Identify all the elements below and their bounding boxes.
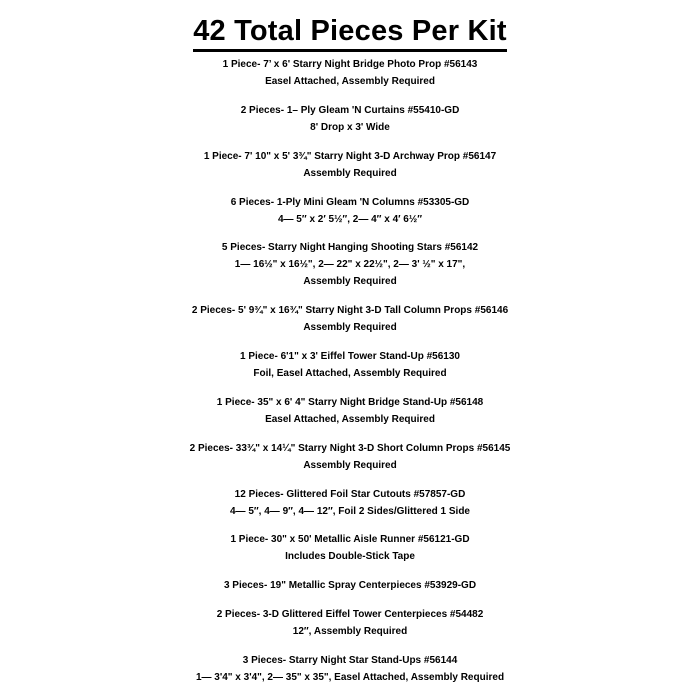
kit-item-heading: 2 Pieces- 1– Ply Gleam 'N Curtains #55410-GD	[240, 104, 460, 116]
kit-item	[0, 302, 700, 336]
page-title: 42 Total Pieces Per Kit	[193, 14, 507, 52]
kit-item-detail: Foil, Easel Attached, Assembly Required	[253, 368, 447, 380]
kit-item	[0, 486, 700, 520]
kit-item	[0, 348, 700, 382]
kit-item-heading: 2 Pieces- 33¾" x 14¼" Starry Night 3-D Short Column Props #56145	[189, 442, 511, 454]
kit-item-heading: 5 Pieces- Starry Night Hanging Shooting Stars #56142	[221, 242, 479, 254]
kit-item	[0, 531, 700, 565]
kit-item	[0, 56, 700, 90]
kit-item-detail: 8' Drop x 3' Wide	[310, 121, 390, 133]
kit-item	[0, 194, 700, 228]
kit-item-detail: Includes Double-Stick Tape	[285, 551, 415, 563]
kit-item-list	[0, 56, 700, 700]
kit-item-heading: 12 Pieces- Glittered Foil Star Cutouts #57857-GD	[234, 488, 466, 500]
kit-item	[0, 652, 700, 686]
kit-item-detail: Easel Attached, Assembly Required	[265, 76, 435, 87]
kit-item-heading: 1 Piece- 30" x 50' Metallic Aisle Runner #56121-GD	[230, 534, 470, 546]
kit-item-heading: 2 Pieces- 3-D Glittered Eiffel Tower Centerpieces #54482	[216, 609, 484, 621]
kit-item	[0, 606, 700, 640]
kit-item-detail: 1— 16½" x 16½", 2— 22" x 22½", 2— 3' ½" x 17",	[234, 259, 466, 271]
kit-item-heading: 1 Piece- 7’ x 6' Starry Night Bridge Photo Prop #56143	[222, 59, 478, 70]
kit-item	[0, 577, 700, 594]
kit-item	[0, 102, 700, 136]
kit-item-detail: 12″, Assembly Required	[292, 626, 408, 638]
kit-item-detail: Assembly Required	[303, 322, 397, 334]
kit-item-detail: Assembly Required	[303, 167, 397, 179]
kit-item-detail: 4— 5″, 4— 9″, 4— 12″, Foil 2 Sides/Glittered 1 Side	[229, 505, 470, 517]
kit-item-heading: 1 Piece- 35" x 6' 4" Starry Night Bridge Stand-Up #56148	[216, 396, 484, 408]
kit-item-detail: Assembly Required	[303, 459, 397, 471]
kit-item-detail: 4— 5″ x 2′ 5½″, 2— 4″ x 4′ 6½″	[277, 213, 423, 225]
kit-item-heading: 3 Pieces- Starry Night Star Stand-Ups #56144	[242, 654, 458, 666]
kit-item-detail: Easel Attached, Assembly Required	[265, 413, 435, 425]
kit-item-heading: 3 Pieces- 19" Metallic Spray Centerpieces #53929-GD	[223, 580, 477, 592]
kit-item-heading: 6 Pieces- 1-Ply Mini Gleam 'N Columns #53305-GD	[230, 196, 470, 208]
kit-item	[0, 394, 700, 428]
kit-item-heading: 2 Pieces- 5' 9¾" x 16¾" Starry Night 3-D Tall Column Props #56146	[191, 305, 509, 317]
kit-item-detail: 1— 3'4" x 3'4", 2— 35" x 35", Easel Attached, Assembly Required	[195, 671, 505, 683]
kit-item-heading: 1 Piece- 7' 10" x 5' 3¾" Starry Night 3-D Archway Prop #56147	[203, 150, 497, 162]
kit-item	[0, 239, 700, 290]
kit-item-detail: Assembly Required	[303, 276, 397, 288]
kit-item-heading: 1 Piece- 6'1" x 3' Eiffel Tower Stand-Up #56130	[240, 351, 460, 363]
kit-item	[0, 440, 700, 474]
kit-item	[0, 148, 700, 182]
